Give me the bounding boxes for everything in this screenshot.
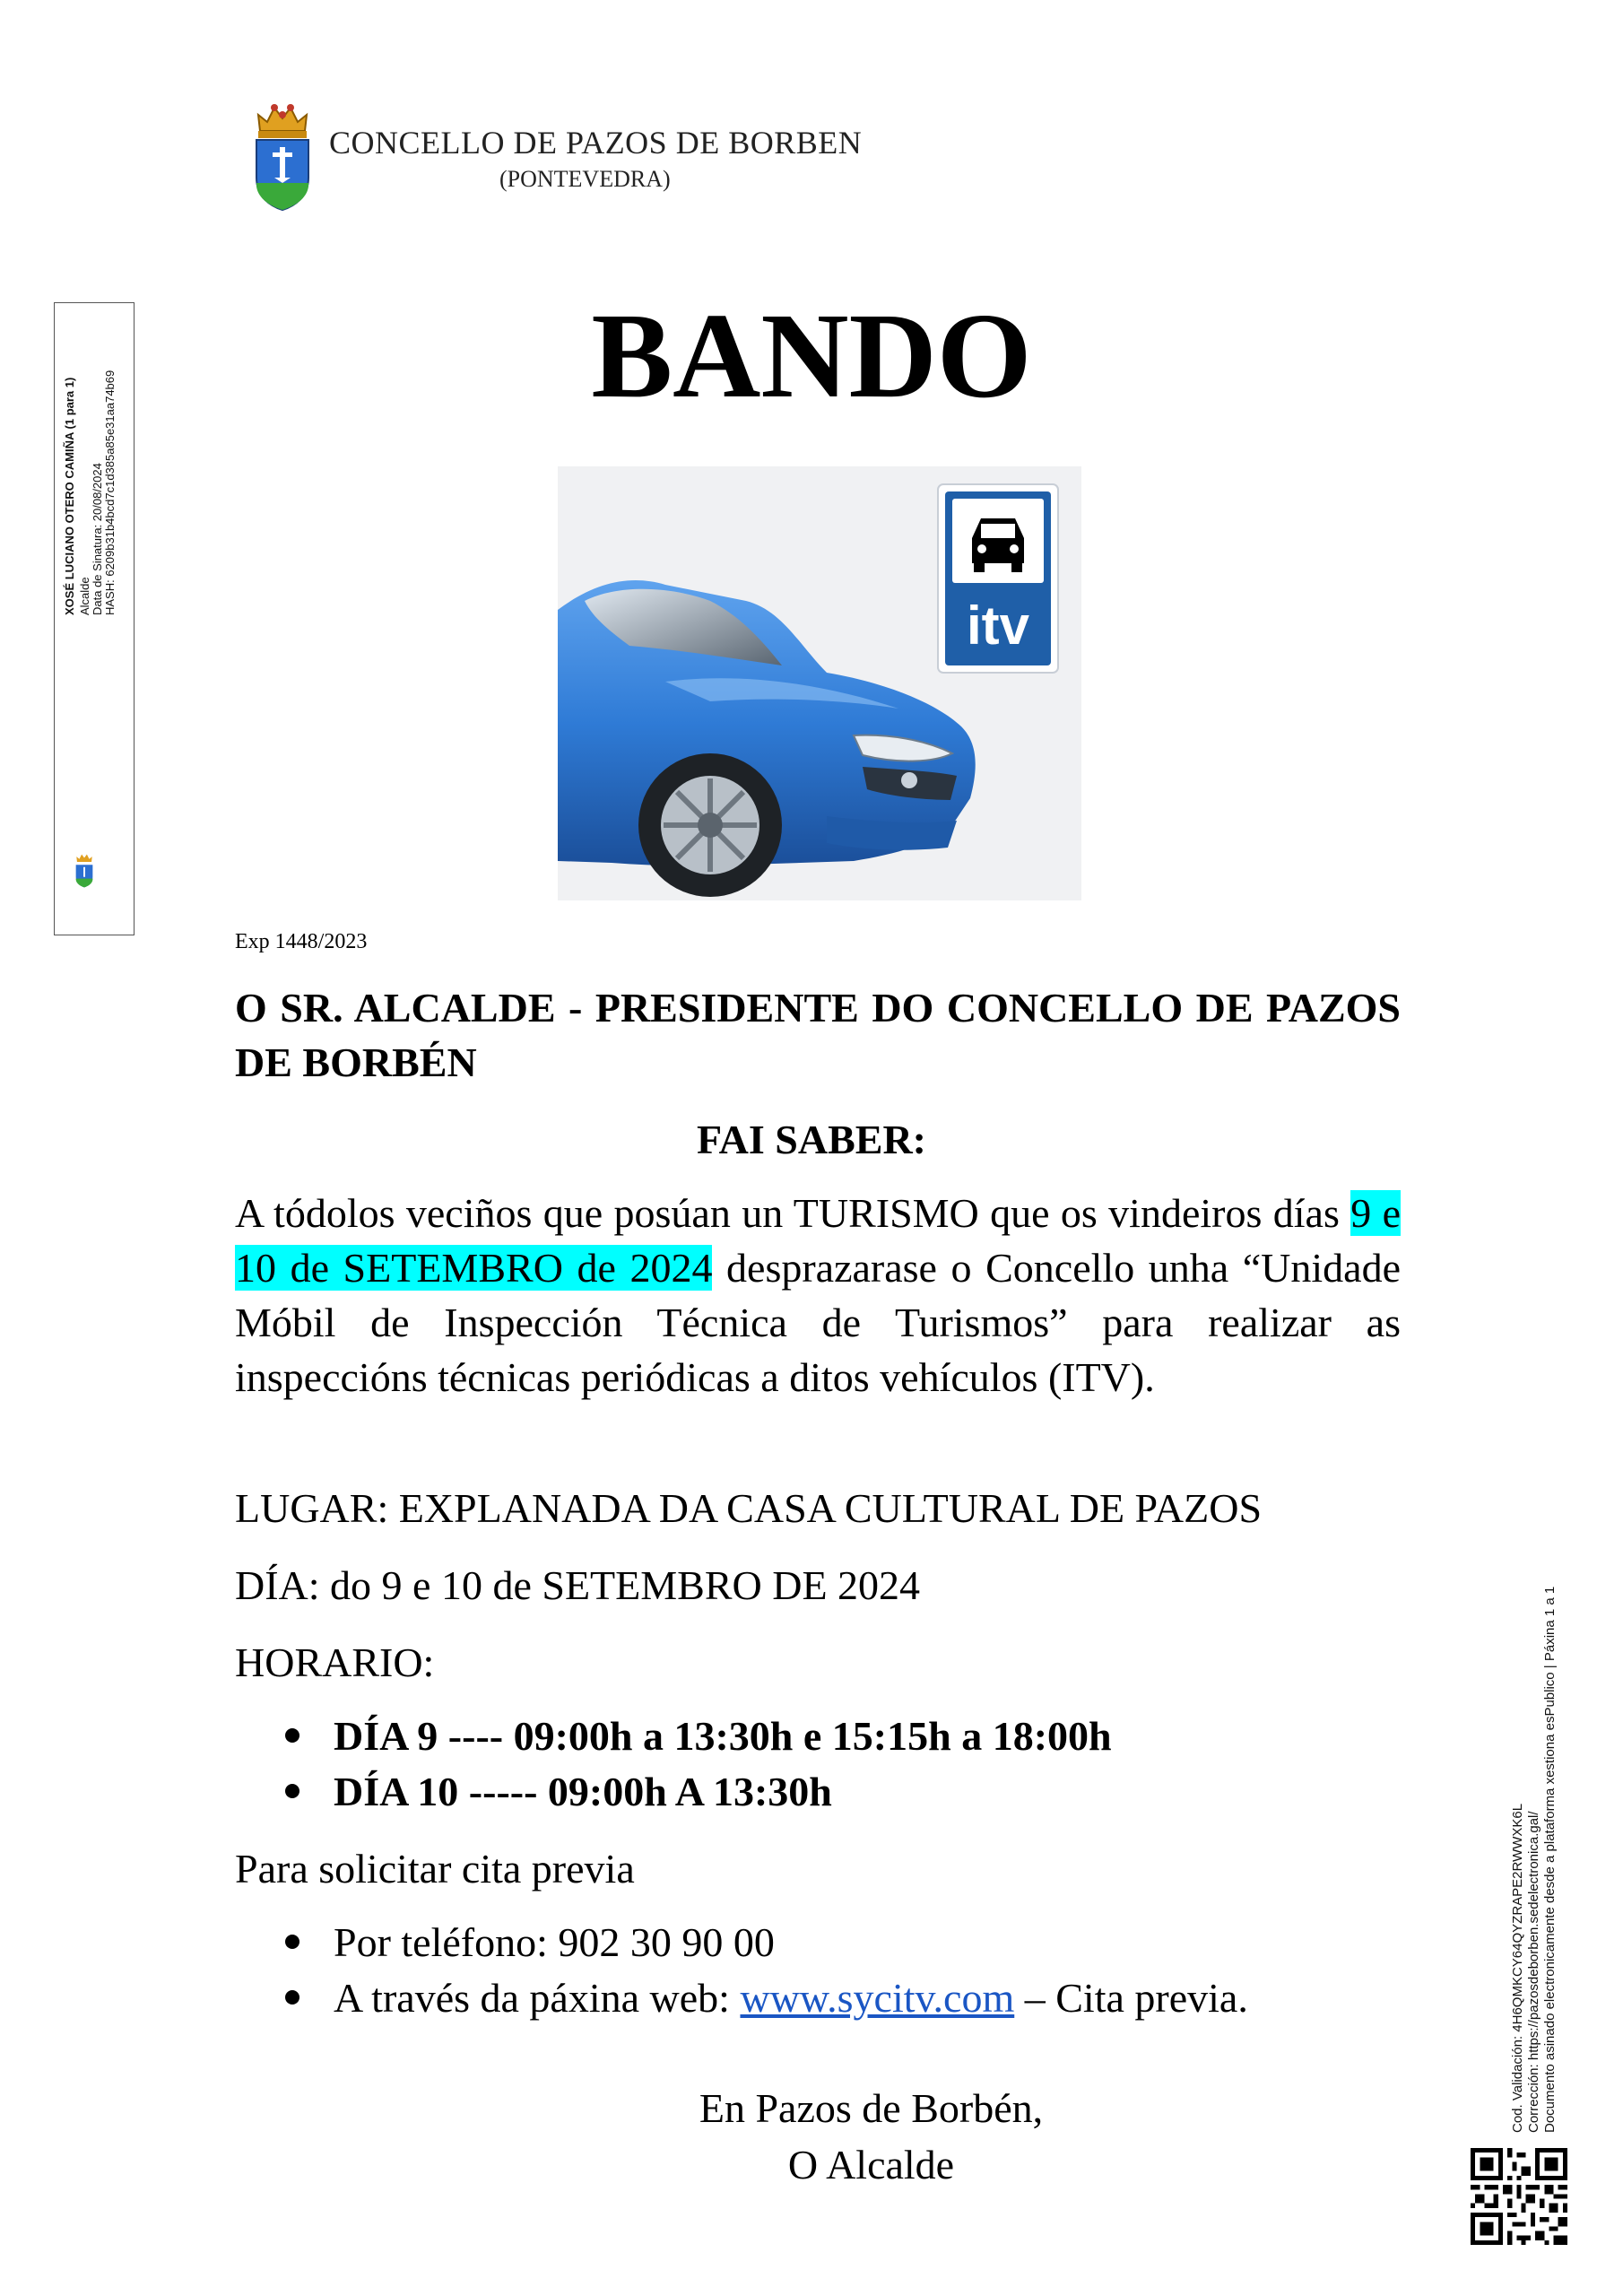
phone-text: Por teléfono: 902 30 90 00: [334, 1919, 775, 1965]
organization-province: (PONTEVEDRA): [499, 166, 671, 192]
mayor-heading: O SR. ALCALDE - PRESIDENTE DO CONCELLO DE PAZOS DE BORBÉN: [235, 985, 1401, 1085]
announcement-heading: FAI SABER:: [696, 1117, 926, 1162]
qr-code-icon: [1471, 2148, 1567, 2245]
paragraph-text-start: A tódolos veciños que posúan un TURISMO que os vindeiros días: [235, 1190, 1351, 1236]
paragraph-text-end: desprazarase o Concello unha “Unidade Móbil de Inspección Técnica de Turismos” para realizar as inspeccións técnicas periódicas a ditos vehículos (ITV).: [235, 1245, 1401, 1400]
file-reference: Exp 1448/2023: [235, 930, 368, 953]
bullet-icon: [285, 1784, 299, 1798]
announcement-paragraph: [235, 1186, 1401, 1405]
schedule-item-text: DÍA 10 ----- 09:00h A 13:30h: [334, 1769, 832, 1814]
sycitv-link[interactable]: www.sycitv.com: [740, 1975, 1015, 2021]
highlighted-dates: 9 e 10 de SETEMBRO de 2024: [235, 1190, 1402, 1291]
schedule-label: HORARIO:: [235, 1639, 435, 1685]
signing-place: En Pazos de Borbén,: [699, 2085, 1044, 2131]
appointment-label: Para solicitar cita previa: [235, 1846, 635, 1892]
mini-coat-of-arms-icon: [73, 852, 96, 888]
web-text-suffix: – Cita previa.: [1014, 1975, 1248, 2021]
bullet-icon: [285, 1728, 299, 1743]
signer-role: Alcalde: [78, 577, 91, 615]
bullet-icon: [285, 1990, 299, 2005]
itv-illustration: [558, 466, 1081, 900]
schedule-item-text: DÍA 9 ---- 09:00h a 13:30h e 15:15h a 18:00h: [334, 1713, 1112, 1759]
itv-sign-icon: [938, 484, 1058, 673]
location-line: LUGAR: EXPLANADA DA CASA CULTURAL DE PAZOS: [235, 1485, 1263, 1531]
car-illustration: [558, 466, 1081, 900]
bullet-icon: [285, 1935, 299, 1949]
sign-date: Data de Sinatura: 20/08/2024: [91, 463, 104, 615]
itv-sign-text: itv: [966, 596, 1030, 656]
organization-name: CONCELLO DE PAZOS DE BORBEN: [329, 125, 863, 161]
signed-note: Documento asinado electronicamente desde a plataforma xestiona esPublico | Páxina 1 a 1: [1542, 1586, 1558, 2133]
web-text: [334, 1970, 1248, 2025]
validation-code: Cod. Validación: 4H6QMKCY64QYZRAPE2RWWXK6L: [1510, 1803, 1525, 2133]
signoff: O Alcalde: [787, 2142, 955, 2187]
sign-hash: HASH: 6209b31b4bcd7c1d385a85e31aa74b69: [103, 370, 117, 615]
date-line: DÍA: do 9 e 10 de SETEMBRO DE 2024: [235, 1562, 921, 1608]
signer-name: XOSÉ LUCIANO OTERO CAMIÑA (1 para 1): [63, 377, 76, 615]
coat-of-arms-icon: [253, 100, 312, 212]
web-text-prefix: A través da páxina web:: [334, 1975, 741, 2021]
document-title: BANDO: [591, 289, 1032, 423]
validation-url: Corrección: https://pazosdeborben.sedelectronica.gal/: [1526, 1811, 1541, 2133]
